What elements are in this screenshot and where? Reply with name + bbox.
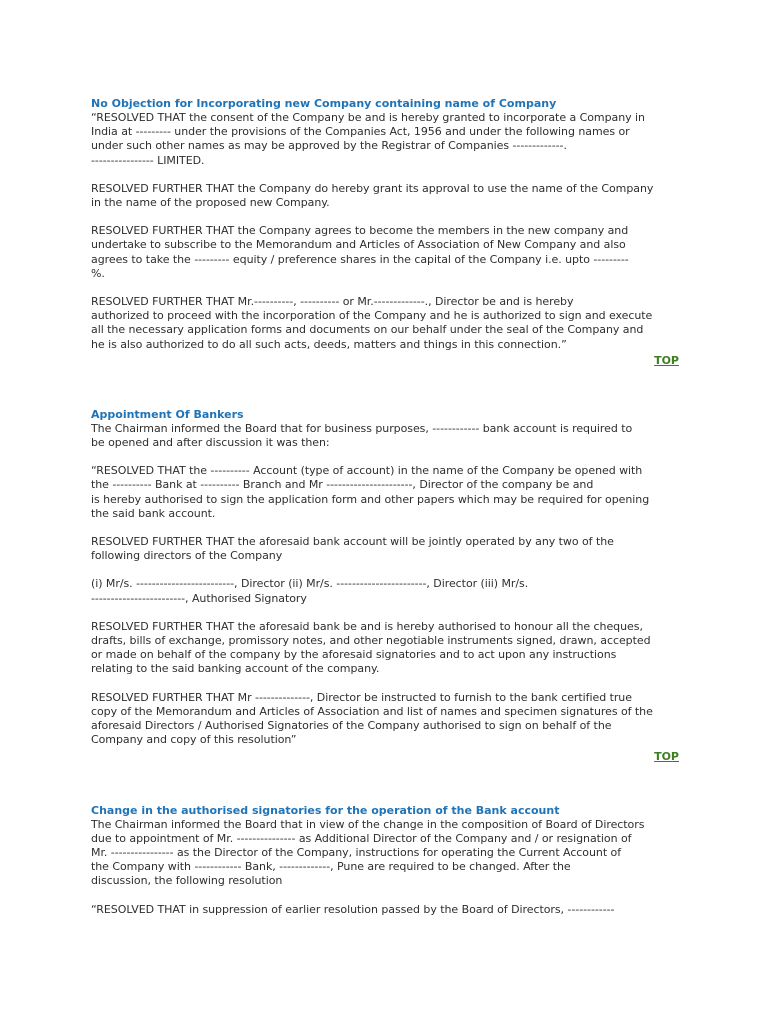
section-spacer	[91, 764, 679, 804]
paragraph: RESOLVED FURTHER THAT the Company do hereby grant its approval to use the name of the Company in the name of the proposed new Company.	[91, 181, 654, 210]
top-link[interactable]: TOP	[654, 353, 679, 367]
paragraph: RESOLVED FURTHER THAT Mr.----------, ---------- or Mr.-------------., Director be and is hereby authorized to proceed with the incorporation of the Company and he is authorized to sign and execute all the necessary application forms and documents on our behalf under the seal of the Company and he is also authorized to do all such acts, deeds, matters and things in this connection.”	[91, 295, 653, 351]
paragraph: RESOLVED FURTHER THAT the Company agrees to become the members in the new company and undertake to subscribe to the Memorandum and Articles of Association of New Company and also agrees to take the --------- equity / preference shares in the capital of the Company i.e. upto --------- %.	[91, 224, 629, 280]
paragraph: (i) Mr/s. -------------------------, Director (ii) Mr/s. -----------------------, Director (iii) Mr/s. ------------------------, Authorised Signatory	[91, 577, 529, 605]
section-appointment-of-bankers	[91, 408, 679, 764]
paragraph: The Chairman informed the Board that for business purposes, ------------ bank account is required to be opened and after discussion it was then:	[91, 421, 633, 450]
paragraph: RESOLVED FURTHER THAT Mr --------------, Director be instructed to furnish to the bank certified true copy of the Memorandum and Articles of Association and list of names and specimen signatures of the aforesaid Directors / Authorised Signatories of the Company authorised to sign on behalf of the Company and copy of this resolution”	[91, 690, 653, 747]
paragraph: “RESOLVED THAT the ---------- Account (type of account) in the name of the Company be opened with the ---------- Bank at ---------- Branch and Mr ----------------------, Director of the company be and is hereby authorised to sign the application form and other papers which may be required for opening the said bank account.	[91, 464, 650, 520]
section-change-authorised-signatories	[91, 804, 679, 917]
paragraph: The Chairman informed the Board that in view of the change in the composition of Board of Directors due to appointment of Mr. --------------- as Additional Director of the Company and / or resignation of Mr. ---------------- as the Director of the Company, instructions for operating the Current Account of the Company with ------------ Bank, -------------, Pune are required to be changed. After the discussion, the following resolution	[91, 817, 645, 888]
paragraph: RESOLVED FURTHER THAT the aforesaid bank be and is hereby authorised to honour all the cheques, drafts, bills of exchange, promissory notes, and other negotiable instruments signed, drawn, accepted or made on behalf of the company by the aforesaid signatories and to act upon any instructions relating to the said banking account of the company.	[91, 619, 651, 676]
section-title: Appointment Of Bankers	[91, 407, 244, 421]
section-title: No Objection for Incorporating new Company containing name of Company	[91, 97, 557, 110]
document-page	[91, 97, 679, 931]
section-title: Change in the authorised signatories for the operation of the Bank account	[91, 803, 560, 817]
section-spacer	[91, 368, 679, 408]
section-no-objection	[91, 97, 679, 368]
paragraph: RESOLVED FURTHER THAT the aforesaid bank account will be jointly operated by any two of the following directors of the Company	[91, 535, 614, 563]
paragraph: “RESOLVED THAT the consent of the Company be and is hereby granted to incorporate a Company in India at --------- under the provisions of the Companies Act, 1956 and under the following names or under such other names as may be approved by the Registrar of Companies -------------. ---------------- LIMITED.	[91, 111, 645, 167]
top-link[interactable]: TOP	[654, 749, 679, 763]
paragraph: “RESOLVED THAT in suppression of earlier resolution passed by the Board of Directors, ------------	[91, 902, 615, 916]
